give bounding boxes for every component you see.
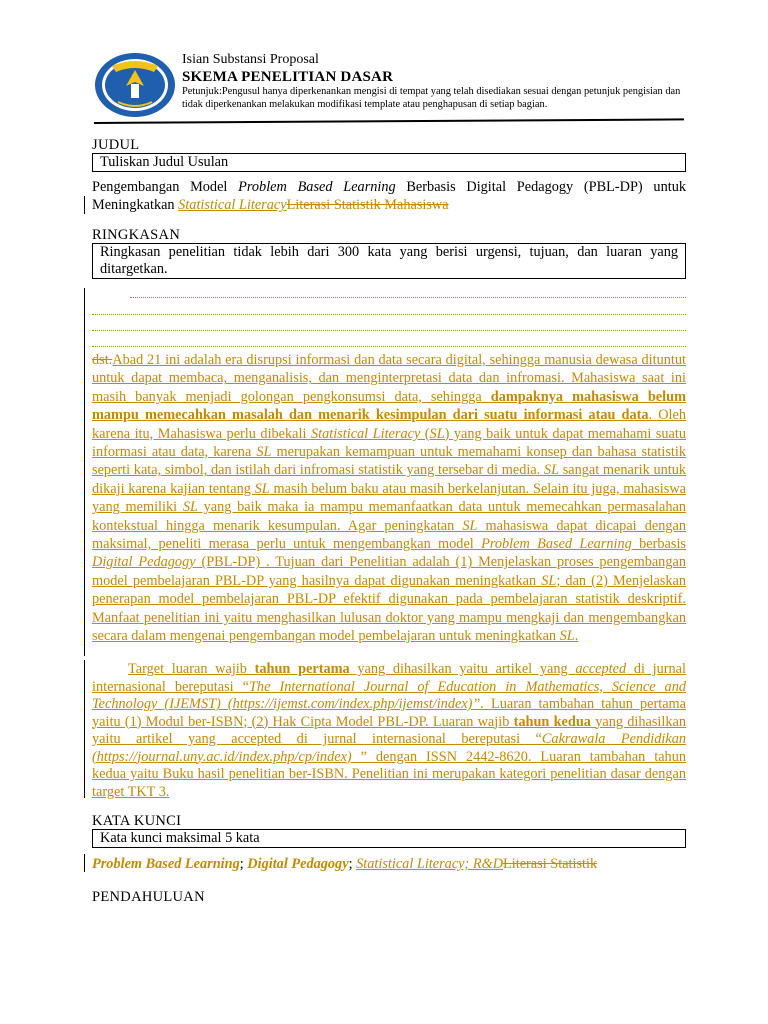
keyword-deleted: Literasi Statistik [503, 856, 598, 872]
ringkasan-change-bar-2 [84, 660, 85, 798]
tut-wuri-handayani-logo-icon [94, 52, 176, 118]
header-divider [94, 118, 684, 124]
keyword-inserted: Statistical Literacy; R&D [356, 856, 504, 872]
kata-kunci-instruction: Kata kunci maksimal 5 kata [100, 830, 260, 846]
deleted-dotted-line [130, 297, 686, 298]
ringkasan-paragraph-2: Target luaran wajib tahun pertama yang dihasilkan yaitu artikel yang accepted di jurnal internasional bereputasi “The International Journal of Education in Mathematics, Science and Technology (IJEMST) (https://ijemst.com/index.php/ijemst/index)”. Luaran tambahan tahun pertama yaitu (1) Modul ber-ISBN; (2) Hak Cipta Model PBL-DP. Luaran wajib tahun kedua yang dihasilkan yaitu artikel yang accepted di jurnal internasional bereputasi “Cakrawala Pendidikan (https://journal.uny.ac.id/index.php/cp/index) ” dengan ISSN 2442-8620. Luaran tambahan tahun kedua yaitu Buku hasil penelitian ber-ISBN. Penelitian ini merupakan kategori penelitian dasar dengan target TKT 3. [92, 661, 687, 800]
keyword-2: Digital Pedagogy [247, 856, 349, 872]
judul-text-2: Berbasis Digital Pedagogy (PBL-DP) untuk Meningkatkan [92, 179, 686, 214]
pendahuluan-label: PENDAHULUAN [92, 889, 205, 905]
judul-change-bar [84, 196, 85, 214]
judul-text-1: Pengembangan Model [92, 179, 239, 195]
deleted-dst: dst. [92, 352, 113, 368]
judul-instruction: Tuliskan Judul Usulan [100, 154, 229, 170]
judul-label: JUDUL [92, 137, 140, 153]
ringkasan-label: RINGKASAN [92, 227, 181, 243]
kata-kunci-label: KATA KUNCI [92, 813, 182, 829]
judul-text [92, 178, 686, 215]
deleted-dotted-line [92, 346, 686, 347]
deleted-dotted-line [92, 330, 686, 331]
header-instruction: Petunjuk:Pengusul hanya diperkenankan mengisi di tempat yang telah disediakan sesuai dengan petunjuk pengisian dan tidak diperkenankan melakukan modifikasi template atau penghapusan di setiap bagian. [182, 86, 681, 110]
kata-kunci-instruction-box [92, 829, 686, 848]
ringkasan-paragraph-1: dst.Abad 21 ini adalah era disrupsi informasi dan data secara digital, sehingga manusia dewasa dituntut untuk dapat membaca, menganalisis, dan menginterpretasi data dan infromasi. Mahasiswa saat ini masih banyak menjadi golongan pengkonsumsi data, sehingga dampaknya mahasiswa belum mampu memecahkan masalah dan menarik kesimpulan dari suatu informasi atau data. Oleh karena itu, Mahasiswa perlu dibekali Statistical Literacy (SL) yang baik untuk dapat memahami suatu informasi atau data, karena SL merupakan kemampuan untuk memahami konsep dan bahasa statistik seperti kata, simbol, dan istilah dari infromasi statistik yang tersebar di media. SL sangat menarik untuk dikaji karena kajian tentang SL masih belum baku atau masih berkelanjutan. Selain itu juga, mahasiswa yang memiliki SL yang baik maka ia mampu memanfaatkan data untuk memecahkan permasalahan kontekstual hingga menarik kesumpulan. Agar peningkatan SL mahasiswa dapat dicapai dengan maksimal, peneliti merasa perlu untuk mengembangkan model Problem Based Learning berbasis Digital Pedagogy (PBL-DP) . Tujuan dari Penelitian adalah (1) Menjelaskan proses pengembangan model pembelajaran PBL-DP yang hasilnya dapat digunakan meningkatkan SL; dan (2) Menjelaskan penerapan model pembelajaran PBL-DP efektif digunakan pada pembelajaran statistik deskriptif. Manfaat penelitian ini yaitu menghasilkan lulusan doktor yang mampu mengkaji dan mengembangkan secara dalam mengenai pengembangan model pembelajaran untuk meningkatkan SL. [92, 352, 687, 645]
kata-kunci-text: Problem Based Learning; Digital Pedagogy; Statistical Literacy; R&DLiterasi Statistik [92, 856, 598, 872]
header-label: Isian Substansi Proposal [182, 52, 319, 67]
judul-instruction-box [92, 153, 686, 172]
ringkasan-instruction: Ringkasan penelitian tidak lebih dari 300 kata yang berisi urgensi, tujuan, dan luaran yang ditargetkan. [100, 244, 678, 277]
ringkasan-instruction-box [92, 243, 686, 279]
ringkasan-change-bar [84, 288, 85, 656]
header-title: SKEMA PENELITIAN DASAR [182, 69, 394, 85]
deleted-dotted-line [92, 314, 686, 315]
judul-inserted-text: Statistical Literacy [178, 197, 287, 214]
judul-deleted-text: Literasi Statistik Mahasiswa [286, 197, 449, 214]
keyword-1: Problem Based Learning [92, 856, 240, 872]
judul-text-pbl: Problem Based Learning [238, 179, 396, 195]
kata-kunci-change-bar [84, 854, 85, 872]
